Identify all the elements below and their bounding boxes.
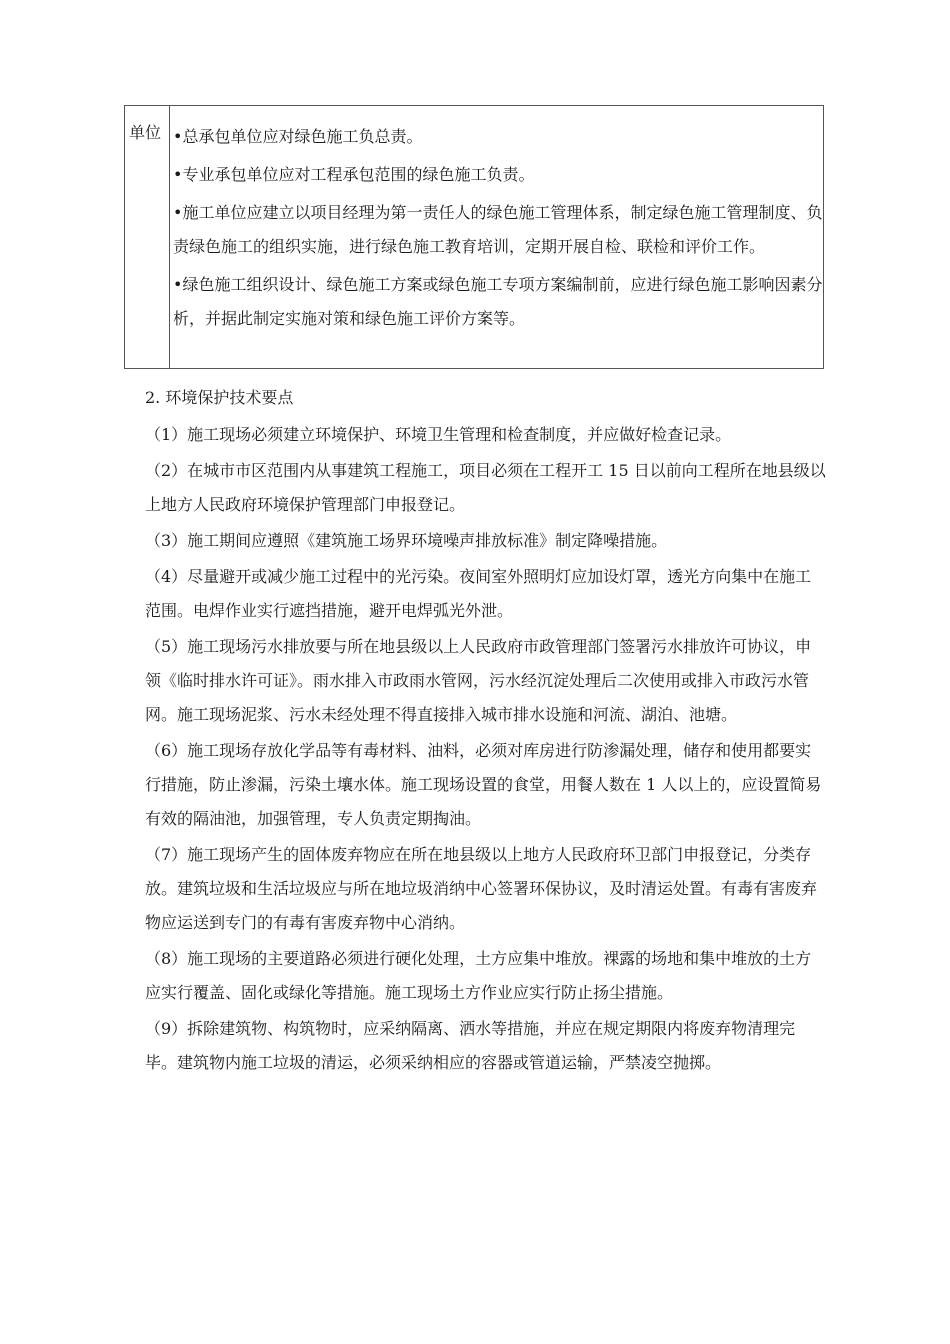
table-item: •专业承包单位应对工程承包范围的绿色施工负责。 [173,165,535,184]
paragraph: （8）施工现场的主要道路必须进行硬化处理，土方应集中堆放。裸露的场地和集中堆放的土方应实行覆盖、固化或绿化等措施。施工现场土方作业应实行防止扬尘措施。 [145,949,812,1002]
table-content-cell [173,120,823,340]
table-item: •总承包单位应对绿色施工负总责。 [173,127,423,146]
paragraph: （5）施工现场污水排放要与所在地县级以上人民政府市政管理部门签署污水排放许可协议，申领《临时排水许可证》。雨水排入市政雨水管网，污水经沉淀处理后二次使用或排入市政污水管网。施工现场泥浆、污水未经处理不得直接排入城市排水设施和河流、湖泊、池塘。 [145,637,812,724]
table-item: •绿色施工组织设计、绿色施工方案或绿色施工专项方案编制前，应进行绿色施工影响因素分析，并据此制定实施对策和绿色施工评价方案等。 [173,275,823,328]
paragraph: （6）施工现场存放化学品等有毒材料、油料，必须对库房进行防渗漏处理，储存和使用都要实行措施，防止渗漏，污染土壤水体。施工现场设置的食堂，用餐人数在 1 人以上的，应设置简易有效的隔油池，加强管理，专人负责定期掏油。 [145,741,822,828]
paragraph: （1）施工现场必须建立环境保护、环境卫生管理和检查制度，并应做好检查记录。 [145,425,732,444]
responsibility-table [124,105,824,369]
paragraph: （3）施工期间应遵照《建筑施工场界环境噪声排放标准》制定降噪措施。 [145,531,668,550]
paragraph: （4）尽量避开或减少施工过程中的光污染。夜间室外照明灯应加设灯罩，透光方向集中在施工范围。电焊作业实行遮挡措施，避开电焊弧光外泄。 [145,567,812,620]
table-label-cell: 单位 [129,123,162,142]
paragraph: （9）拆除建筑物、构筑物时，应采纳隔离、洒水等措施，并应在规定期限内将废弃物清理完毕。建筑物内施工垃圾的清运，必须采纳相应的容器或管道运输，严禁凌空抛掷。 [145,1019,796,1072]
paragraph: （7）施工现场产生的固体废弃物应在所在地县级以上地方人民政府环卫部门申报登记，分类存放。建筑垃圾和生活垃圾应与所在地垃圾消纳中心签署环保协议，及时清运处置。有毒有害废弃物应运送到专门的有毒有害废弃物中心消纳。 [145,845,818,932]
table-item: •施工单位应建立以项目经理为第一责任人的绿色施工管理体系，制定绿色施工管理制度、负责绿色施工的组织实施，进行绿色施工教育培训，定期开展自检、联检和评价工作。 [173,203,823,256]
table-column-divider [169,106,170,368]
environment-protection-section [145,381,827,1082]
paragraph: （2）在城市市区范围内从事建筑工程施工，项目必须在工程开工 15 日以前向工程所在地县级以上地方人民政府环境保护管理部门申报登记。 [145,461,826,514]
section-heading: 2. 环境保护技术要点 [145,388,294,407]
